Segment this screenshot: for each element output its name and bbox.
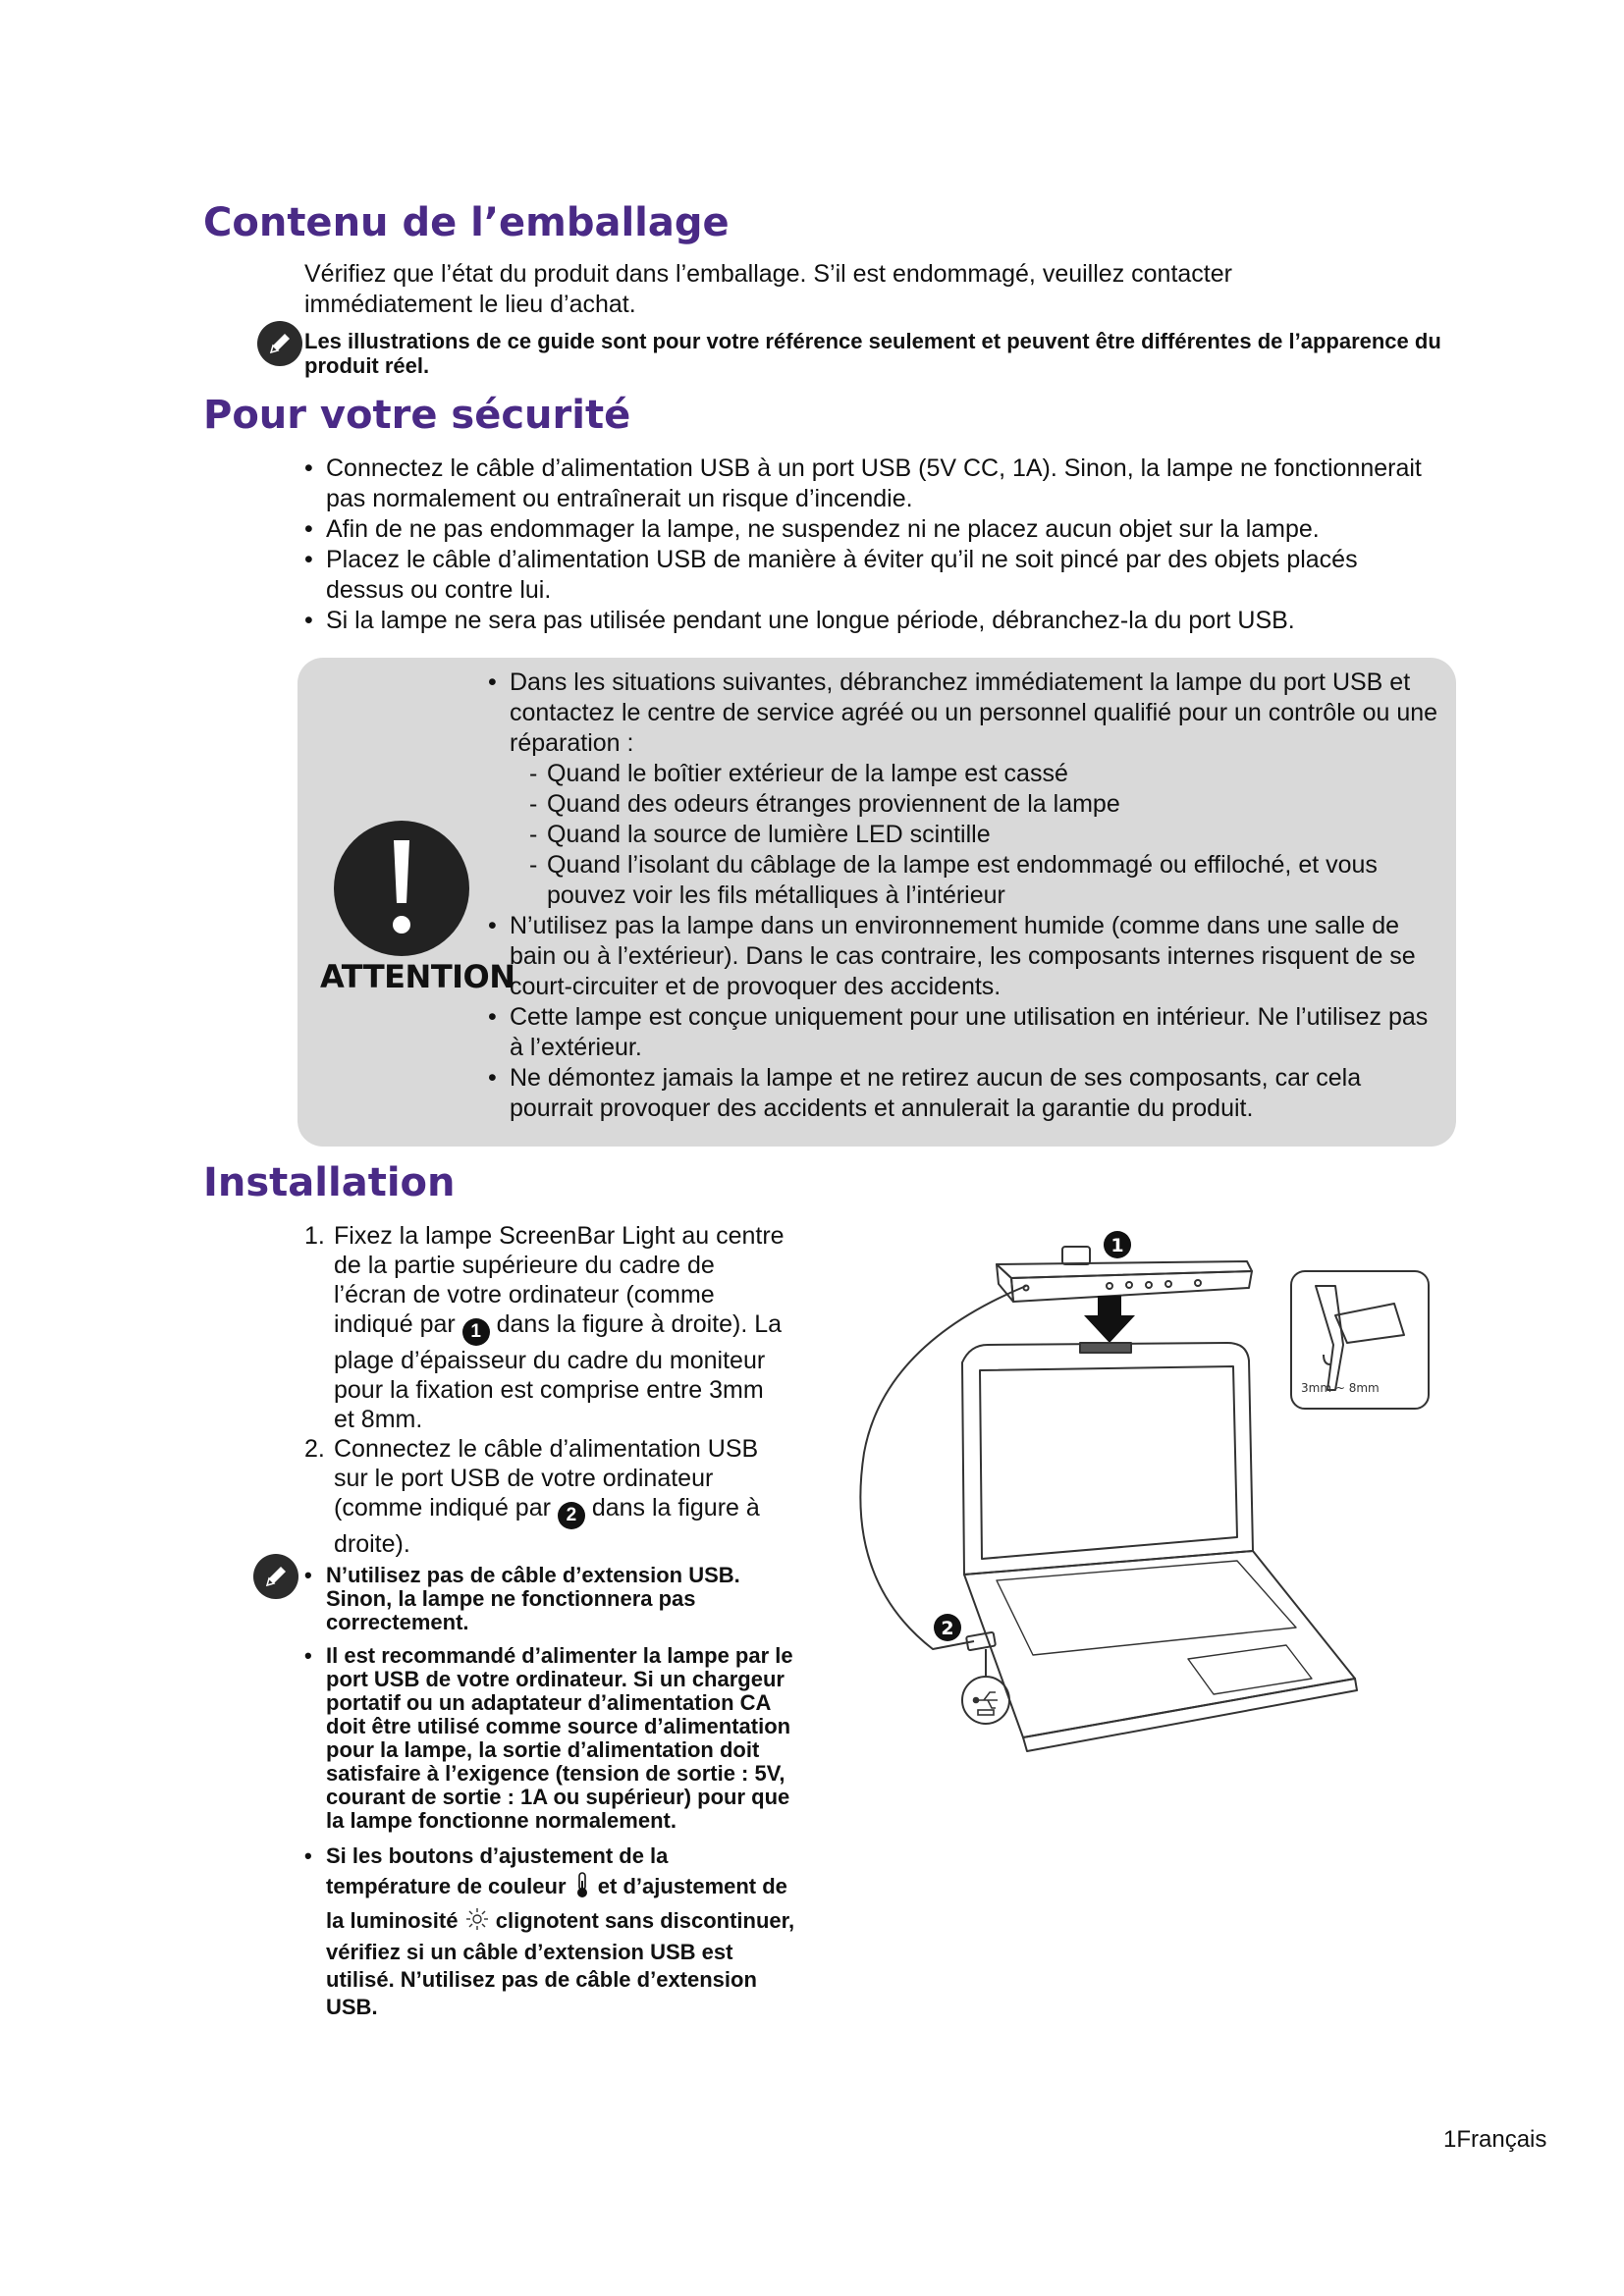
pencil-note-icon — [257, 321, 302, 366]
heading-installation: Installation — [203, 1160, 456, 1205]
callout-1-badge: 1 — [462, 1318, 490, 1346]
page-language: Français — [1456, 2126, 1547, 2153]
step-number: 2. — [304, 1435, 325, 1463]
safety-item: • Connectez le câble d’alimentation USB à un port USB (5V CC, 1A). Sinon, la lampe ne fonctionnerait pas normalement ou entraînerait un risque d’incendie. — [304, 454, 1434, 514]
note-item — [304, 1842, 795, 2021]
installation-notes — [304, 1564, 795, 2021]
attention-subitem: - Quand des odeurs étranges proviennent de la lampe — [529, 789, 1440, 820]
attention-content — [488, 667, 1440, 1124]
pencil-note-icon — [253, 1554, 298, 1599]
note-text: et d’ajustement de la luminosité — [326, 1874, 787, 1933]
note-item: • Il est recommandé d’alimenter la lampe par le port USB de votre ordinateur. Si un chargeur portatif ou un adaptateur d’alimentation CA doit être utilisé comme source d’alimentation pour la lampe, la sortie d’alimentation doit satisfaire à l’exigence (tension de sortie : 5V, courant de sortie : 1A ou supérieur) pour que la lampe fonctionne normalement. — [304, 1644, 795, 1833]
attention-list — [488, 667, 1440, 1124]
safety-item: • Si la lampe ne sera pas utilisée pendant une longue période, débranchez-la du port USB. — [304, 606, 1434, 636]
packaging-text: Vérifiez que l’état du produit dans l’emballage. S’il est endommagé, veuillez contacter immédiatement le lieu d’achat. — [304, 260, 1232, 318]
installation-steps — [304, 1221, 785, 1559]
step-2 — [304, 1434, 785, 1559]
safety-list — [304, 454, 1434, 636]
packaging-note: Les illustrations de ce guide sont pour votre référence seulement et peuvent être différentes de l’apparence du produit réel. — [304, 329, 1441, 378]
attention-item — [488, 667, 1440, 911]
note-item: • N’utilisez pas de câble d’extension USB. Sinon, la lampe ne fonctionnera pas correctement. — [304, 1564, 795, 1634]
down-arrow — [1084, 1296, 1135, 1343]
step-number: 1. — [304, 1222, 325, 1250]
step-text: Connectez le câble d’alimentation USB sur le port USB de votre ordinateur (comme indiqué par — [334, 1435, 759, 1522]
safety-list-wrapper — [304, 454, 1434, 636]
notes-list — [304, 1564, 795, 2021]
attention-item-text: Dans les situations suivantes, débranchez immédiatement la lampe du port USB et contactez le centre de service agréé ou un personnel qualifié pour un contrôle ou une réparation : — [510, 668, 1438, 757]
attention-label: ATTENTION — [320, 958, 515, 995]
attention-item: • N’utilisez pas la lampe dans un environnement humide (comme dans une salle de bain ou à l’extérieur). Dans le cas contraire, les composants internes risquent de se court-circuiter et de provoquer des accidents. — [488, 911, 1440, 1002]
usb-icon — [974, 1692, 999, 1715]
thickness-label: 3mm ~ 8mm — [1301, 1381, 1380, 1395]
step-text: dans la figure à droite). La plage d’épaisseur du cadre du moniteur pour la fixation est comprise entre 3mm et 8mm. — [334, 1310, 783, 1433]
step-text: dans la figure à droite). — [334, 1494, 760, 1558]
thermometer-icon — [572, 1870, 592, 1906]
safety-item: • Afin de ne pas endommager la lampe, ne suspendez ni ne placez aucun objet sur la lampe. — [304, 514, 1434, 545]
attention-subitem: - Quand la source de lumière LED scintille — [529, 820, 1440, 850]
note-text: Si les boutons d’ajustement de la température de couleur — [326, 1843, 669, 1898]
callout-2-label: 2 — [941, 1618, 954, 1639]
lamp-clip — [1062, 1247, 1090, 1264]
callout-1-label: 1 — [1110, 1235, 1124, 1256]
safety-item: • Placez le câble d’alimentation USB de manière à éviter qu’il ne soit pincé par des objets placés dessus ou contre lui. — [304, 545, 1434, 606]
steps-list — [304, 1221, 785, 1559]
attention-item: • Ne démontez jamais la lampe et ne retirez aucun de ses composants, car cela pourrait provoquer des accidents et annulerait la garantie du produit. — [488, 1063, 1440, 1124]
callout-2-badge: 2 — [558, 1502, 585, 1529]
exclamation-warning-icon — [334, 821, 469, 956]
attention-item: • Cette lampe est conçue uniquement pour une utilisation en intérieur. Ne l’utilisez pas à l’extérieur. — [488, 1002, 1440, 1063]
attention-subitem: - Quand le boîtier extérieur de la lampe est cassé — [529, 759, 1440, 789]
step-text: Fixez la lampe ScreenBar Light au centre de la partie supérieure du cadre de l’écran de votre ordinateur (comme indiqué par — [334, 1222, 785, 1338]
note-text: clignotent sans discontinuer, vérifiez si un câble d’extension USB est utilisé. N’utilisez pas de câble d’extension USB. — [326, 1908, 795, 2019]
step-1 — [304, 1221, 785, 1434]
attention-sublist — [510, 759, 1440, 911]
brightness-icon — [464, 1906, 490, 1939]
attention-subitem: - Quand l’isolant du câblage de la lampe est endommagé ou effiloché, et vous pouvez voir les fils métalliques à l’intérieur — [529, 850, 1440, 911]
page-number: 1 — [1443, 2126, 1457, 2153]
page-footer — [1443, 2126, 1546, 2154]
heading-safety: Pour votre sécurité — [203, 393, 631, 438]
installation-figure — [805, 1217, 1492, 1767]
usb-cable — [860, 1286, 1026, 1649]
heading-packaging: Contenu de l’emballage — [203, 200, 730, 245]
